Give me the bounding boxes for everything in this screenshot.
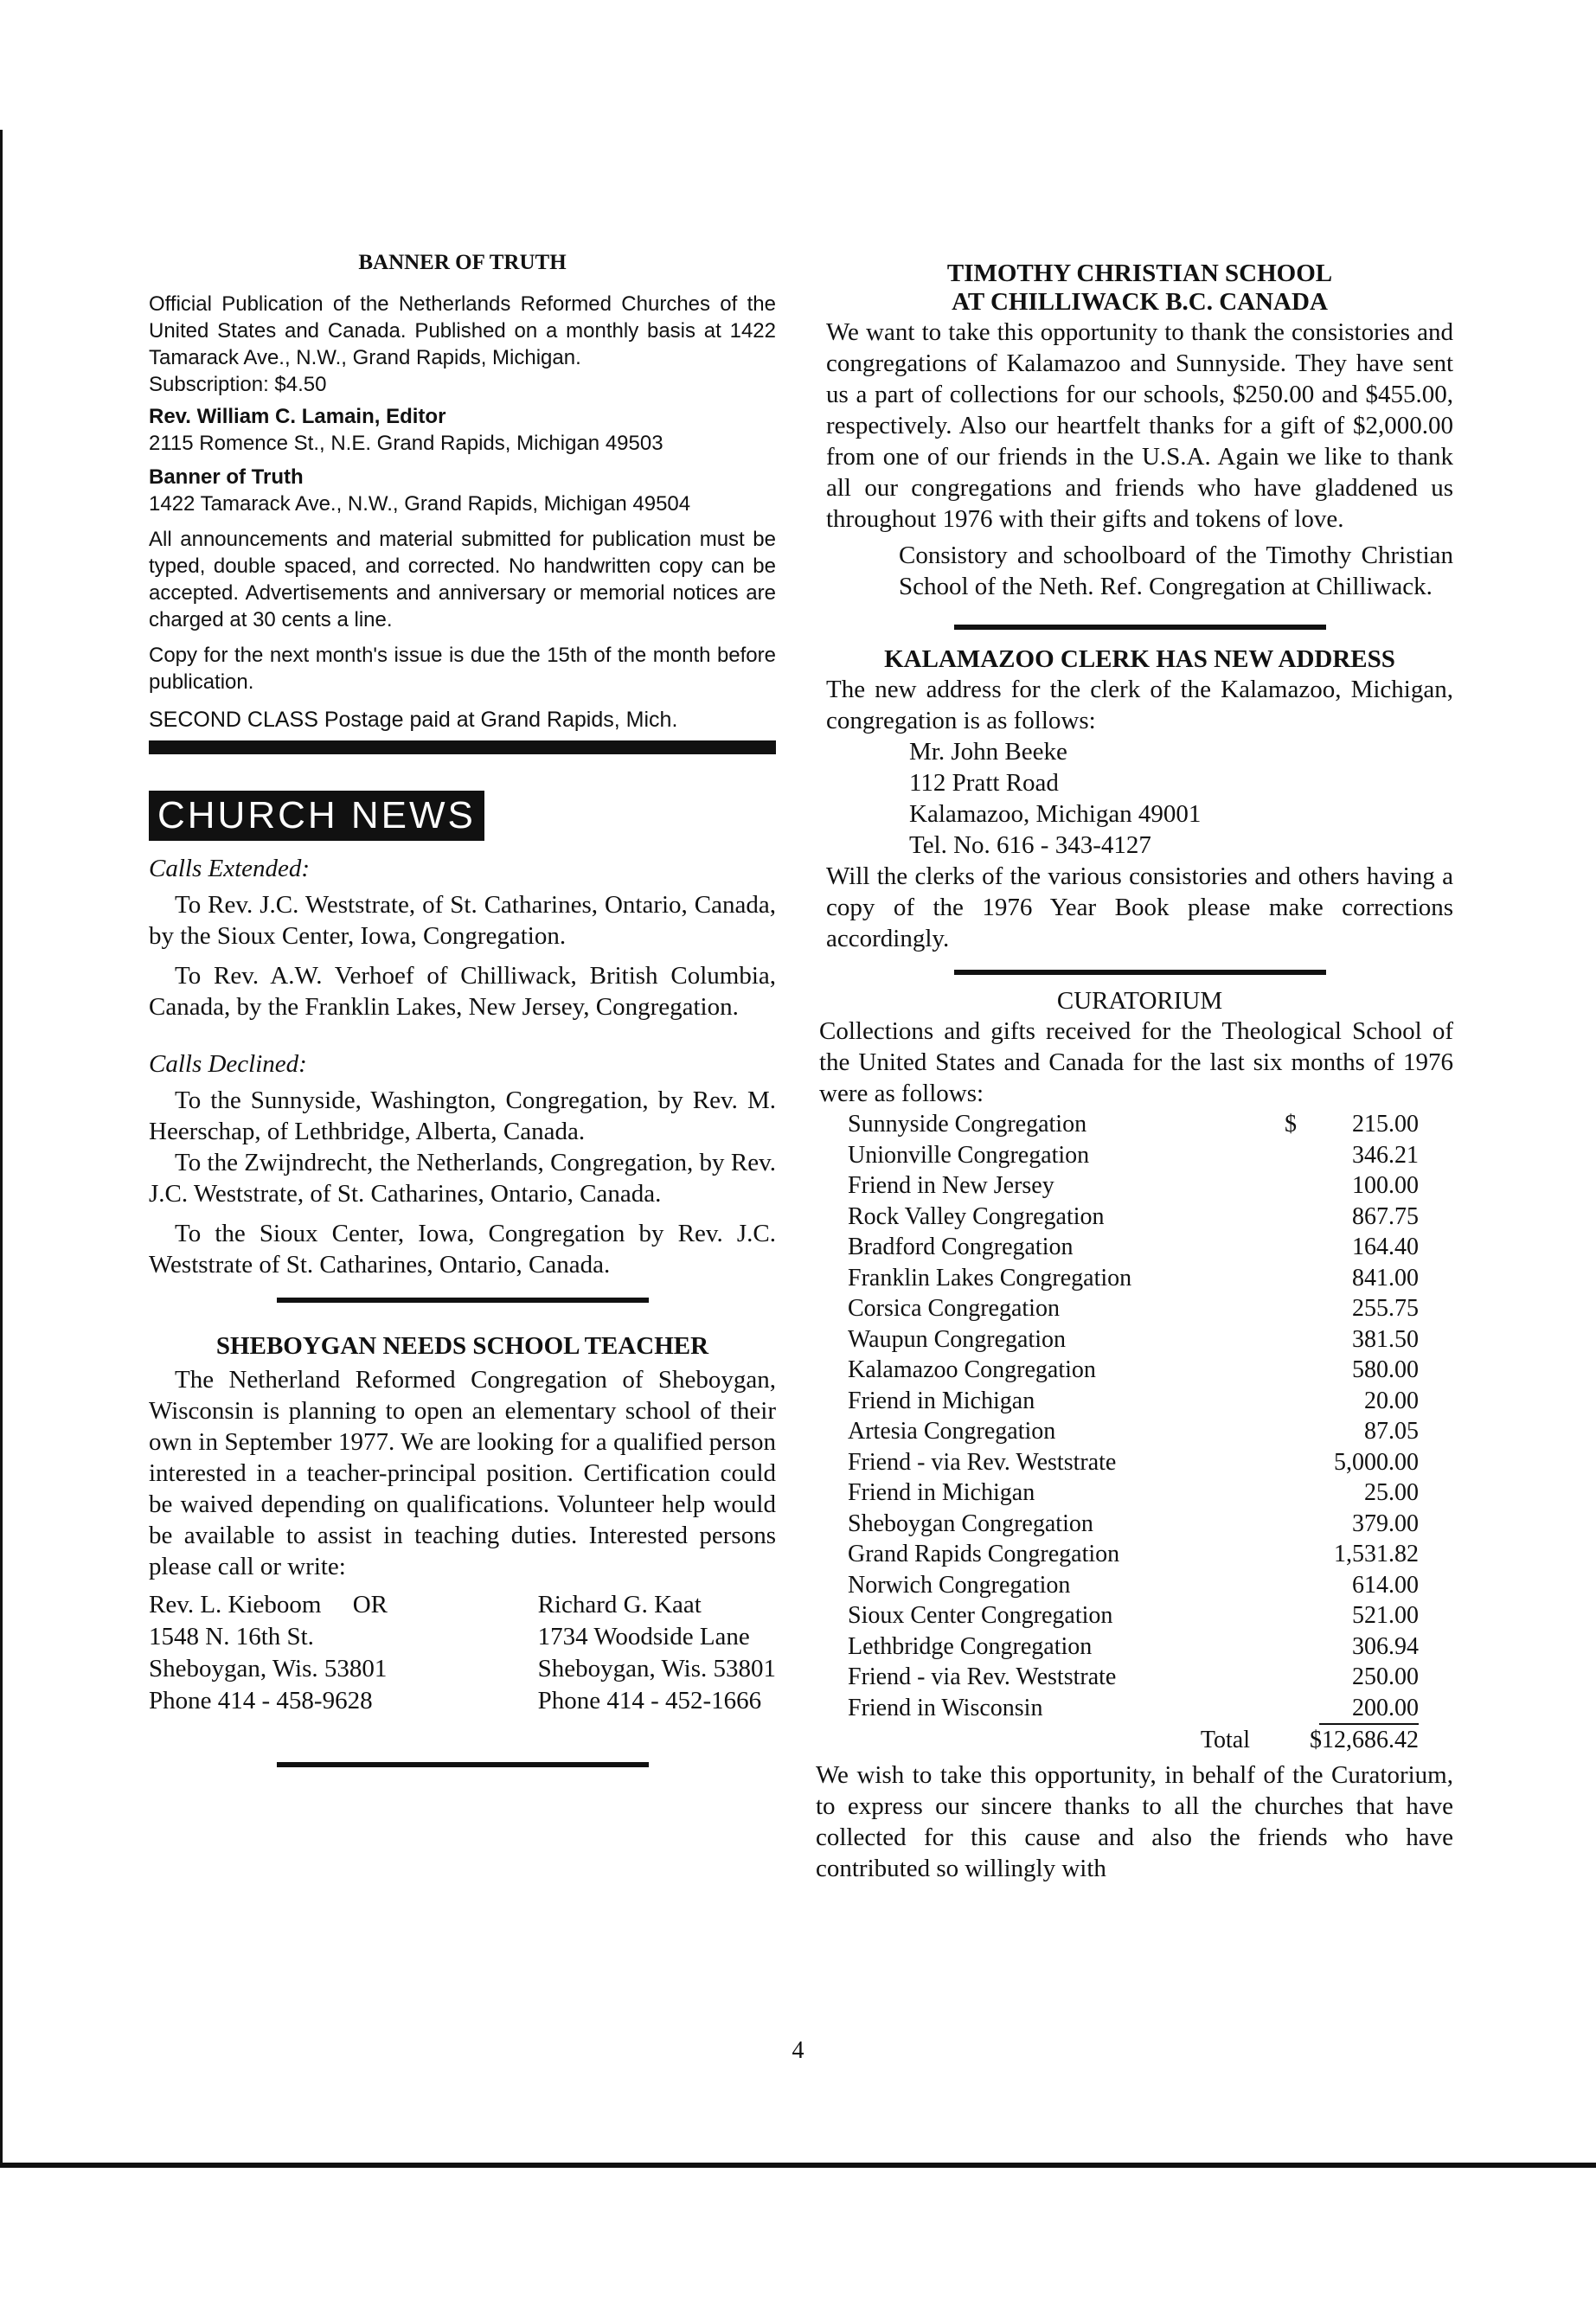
submission-note: All announcements and material submitted for publication must be typed, double spaced, and corrected. No handwritten copy can be accepted. Advertisements and anniversary or memorial notices are charged at 30 cents a line. [149, 528, 776, 631]
table-row [848, 1170, 1419, 1202]
table-row [848, 1693, 1419, 1725]
contributor-name: Friend - via Rev. Weststrate [848, 1663, 1117, 1690]
timothy-body: We want to take this opportunity to thank the consistories and congregations of Kalamazoo and Sunnyside. They have sent us a part of collections for our schools, $250.00 and $455.00, respectively. Also our heartfelt thanks for a gift of $2,000.00 from one of our friends in the U.S.A. Again we like to thank all our congregations and friends who have gladdened us throughout 1976 with their gifts and tokens of love. [826, 318, 1453, 533]
call-declined-item: To the Zwijndrecht, the Netherlands, Congregation, by Rev. J.C. Weststrate, of St. Catharines, Ontario, Canada. [149, 1149, 776, 1208]
table-row [848, 1662, 1419, 1693]
table-row [848, 1600, 1419, 1631]
contributor-name: Norwich Congregation [848, 1571, 1071, 1599]
contact-phone: Phone 414 - 452-1666 [537, 1687, 762, 1715]
contributor-name: Waupun Congregation [848, 1325, 1067, 1353]
contributor-name: Grand Rapids Congregation [848, 1541, 1120, 1567]
church-news-banner: CHURCH NEWS [149, 791, 484, 841]
contribution-amount: 200.00 [1319, 1693, 1419, 1725]
masthead-title: BANNER OF TRUTH [358, 251, 567, 274]
contributor-name: Lethbridge Congregation [848, 1632, 1093, 1660]
timothy-signature: Consistory and schoolboard of the Timothy Christian School of the Neth. Ref. Congregation at Chilliwack. [899, 542, 1453, 600]
currency-cell [1285, 1355, 1319, 1386]
kalamazoo-heading: KALAMAZOO CLERK HAS NEW ADDRESS [884, 645, 1395, 673]
kalamazoo-outro: Will the clerks of the various consistories and others having a copy of the 1976 Year Book please make corrections accordingly. [826, 862, 1453, 952]
contributor-name: Artesia Congregation [848, 1418, 1056, 1445]
editor-address: 2115 Romence St., N.E. Grand Rapids, Michigan 49503 [149, 432, 663, 455]
table-row [848, 1447, 1419, 1478]
currency-cell [1285, 1140, 1319, 1171]
address-line: Tel. No. 616 - 343-4127 [909, 831, 1151, 859]
contact-name: Rev. L. Kieboom [149, 1591, 322, 1618]
deadline-note: Copy for the next month's issue is due the 15th of the month before publication. [149, 644, 776, 694]
table-row [848, 1416, 1419, 1447]
currency-cell [1285, 1539, 1319, 1570]
table-row [848, 1539, 1419, 1570]
sheboygan-contacts [149, 1589, 776, 1717]
currency-cell [1285, 1509, 1319, 1540]
postage-note: SECOND CLASS Postage paid at Grand Rapids, Mich. [149, 708, 678, 732]
currency-cell [1285, 1170, 1319, 1202]
contact-kieboom [149, 1589, 388, 1717]
address-line: Kalamazoo, Michigan 49001 [909, 800, 1202, 828]
page-bottom-margin [0, 2168, 1596, 2301]
divider [954, 970, 1326, 975]
contribution-amount: 841.00 [1352, 1264, 1419, 1292]
contribution-amount: 100.00 [1352, 1172, 1419, 1199]
curatorium-heading: CURATORIUM [1056, 987, 1223, 1015]
contribution-amount: 1,531.82 [1334, 1541, 1419, 1567]
contact-street: 1734 Woodside Lane [537, 1623, 750, 1650]
table-row [848, 1477, 1419, 1509]
total-amount: $12,686.42 [1310, 1727, 1419, 1753]
contribution-amount: 20.00 [1364, 1387, 1419, 1414]
contact-city: Sheboygan, Wis. 53801 [149, 1655, 388, 1682]
office-address: 1422 Tamarack Ave., N.W., Grand Rapids, Michigan 49504 [149, 492, 691, 516]
table-row [848, 1263, 1419, 1294]
calls-extended-heading: Calls Extended: [149, 855, 311, 882]
subscription: Subscription: $4.50 [149, 373, 327, 396]
table-row [848, 1570, 1419, 1601]
divider [954, 625, 1326, 630]
masthead-description: Official Publication of the Netherlands Reformed Churches of the United States and Canada. Published on a monthly basis at 1422 Tamarack Ave., N.W., Grand Rapids, Michigan. [149, 292, 776, 369]
kalamazoo-intro: The new address for the clerk of the Kalamazoo, Michigan, congregation is as follows: [826, 676, 1453, 734]
contribution-amount: 164.40 [1352, 1234, 1419, 1260]
contribution-amount: 614.00 [1352, 1571, 1419, 1599]
table-row [848, 1293, 1419, 1324]
currency-cell [1285, 1693, 1319, 1725]
contributor-name: Bradford Congregation [848, 1234, 1074, 1260]
contributor-name: Friend in Michigan [848, 1387, 1035, 1414]
total-label: Total [1200, 1726, 1250, 1753]
contribution-amount: 379.00 [1352, 1509, 1419, 1537]
currency-cell [1285, 1416, 1319, 1447]
contribution-amount: 25.00 [1364, 1479, 1419, 1506]
table-row [848, 1232, 1419, 1263]
currency-cell [1285, 1109, 1319, 1140]
right-column [816, 260, 1453, 1884]
call-declined-item: To the Sioux Center, Iowa, Congregation by Rev. J.C. Weststrate of St. Catharines, Ontario, Canada. [149, 1220, 776, 1279]
currency-cell [1285, 1662, 1319, 1693]
contribution-amount: 521.00 [1352, 1602, 1419, 1629]
timothy-heading-line1: TIMOTHY CHRISTIAN SCHOOL [946, 260, 1333, 287]
table-row [848, 1109, 1419, 1140]
address-line: 112 Pratt Road [909, 769, 1059, 797]
currency-cell [1285, 1631, 1319, 1663]
currency-cell [1285, 1232, 1319, 1263]
scan-edge [0, 130, 3, 2163]
contribution-amount: 5,000.00 [1334, 1448, 1419, 1476]
currency-cell [1285, 1447, 1319, 1478]
page-number: 4 [792, 2037, 804, 2064]
contribution-amount: 346.21 [1352, 1141, 1419, 1169]
divider [277, 1762, 649, 1767]
church-news-banner-wrap [149, 791, 776, 841]
contribution-amount: 215.00 [1352, 1111, 1419, 1138]
timothy-heading [826, 260, 1453, 317]
contributor-name: Rock Valley Congregation [848, 1202, 1105, 1230]
table-row [848, 1324, 1419, 1356]
timothy-heading-line2: AT CHILLIWACK B.C. CANADA [952, 288, 1328, 316]
contributor-name: Franklin Lakes Congregation [848, 1264, 1132, 1292]
currency-cell [1285, 1477, 1319, 1509]
currency-cell [1285, 1600, 1319, 1631]
contribution-amount: 87.05 [1364, 1418, 1419, 1445]
currency-cell [1285, 1324, 1319, 1356]
or-label: OR [352, 1591, 388, 1618]
contributor-name: Friend in Wisconsin [848, 1695, 1043, 1721]
contribution-amount: 250.00 [1352, 1663, 1419, 1690]
total-row [848, 1724, 1419, 1756]
editor-name: Rev. William C. Lamain, Editor [149, 405, 446, 428]
sheboygan-heading: SHEBOYGAN NEEDS SCHOOL TEACHER [215, 1332, 709, 1360]
left-column [149, 251, 776, 1767]
contributor-name: Unionville Congregation [848, 1141, 1090, 1169]
call-extended-item: To Rev. A.W. Verhoef of Chilliwack, British Columbia, Canada, by the Franklin Lakes, New Jersey, Congregation. [149, 962, 776, 1021]
contributor-name: Sioux Center Congregation [848, 1602, 1113, 1629]
contributor-name: Corsica Congregation [848, 1295, 1060, 1322]
table-row [848, 1509, 1419, 1540]
contributor-name: Friend - via Rev. Weststrate [848, 1448, 1117, 1476]
contributor-name: Sheboygan Congregation [848, 1509, 1093, 1537]
calls-declined-heading: Calls Declined: [149, 1050, 307, 1078]
address-line: Mr. John Beeke [909, 738, 1067, 766]
contributions-table [848, 1109, 1419, 1756]
table-row [848, 1386, 1419, 1417]
table-row [848, 1202, 1419, 1233]
contact-phone: Phone 414 - 458-9628 [149, 1687, 373, 1715]
currency-cell [1285, 1202, 1319, 1233]
table-row [848, 1140, 1419, 1171]
contact-city: Sheboygan, Wis. 53801 [537, 1655, 776, 1682]
contact-kaat [538, 1589, 776, 1717]
contributor-name: Sunnyside Congregation [848, 1111, 1087, 1138]
contact-street: 1548 N. 16th St. [149, 1623, 314, 1650]
contribution-amount: 580.00 [1352, 1356, 1419, 1383]
currency-cell [1285, 1293, 1319, 1324]
divider [277, 1298, 649, 1303]
currency-cell [1285, 1570, 1319, 1601]
table-row [848, 1631, 1419, 1663]
office-name: Banner of Truth [149, 465, 304, 489]
currency-cell [1285, 1263, 1319, 1294]
contact-name: Richard G. Kaat [537, 1591, 702, 1618]
contribution-amount: 306.94 [1352, 1632, 1419, 1660]
call-declined-item: To the Sunnyside, Washington, Congregation, by Rev. M. Heerschap, of Lethbridge, Alberta, Canada. [149, 1086, 776, 1145]
contributor-name: Friend in New Jersey [848, 1172, 1054, 1199]
table-row [848, 1355, 1419, 1386]
contribution-amount: 381.50 [1352, 1325, 1419, 1353]
sheboygan-body: The Netherland Reformed Congregation of Sheboygan, Wisconsin is planning to open an elementary school of their own in September 1977. We are looking for a qualified person interested in a teacher-principal position. Certification could be waived depending on qualifications. Volunteer help would be available to assist in teaching duties. Interested persons please call or write: [149, 1366, 776, 1580]
currency-cell [1285, 1386, 1319, 1417]
contributor-name: Kalamazoo Congregation [848, 1356, 1096, 1383]
currency-symbol: $ [1285, 1111, 1297, 1138]
contribution-amount: 255.75 [1352, 1295, 1419, 1322]
contributor-name: Friend in Michigan [848, 1479, 1035, 1506]
kalamazoo-address [909, 736, 1453, 861]
page-top-margin [0, 0, 1596, 128]
divider [149, 740, 776, 754]
contribution-amount: 867.75 [1352, 1202, 1419, 1230]
curatorium-closing: We wish to take this opportunity, in behalf of the Curatorium, to express our sincere thanks to all the churches that have collected for this cause and also the friends who have contributed so willingly with [816, 1760, 1453, 1882]
curatorium-intro: Collections and gifts received for the Theological School of the United States and Canada for the last six months of 1976 were as follows: [819, 1017, 1453, 1107]
call-extended-item: To Rev. J.C. Weststrate, of St. Catharines, Ontario, Canada, by the Sioux Center, Iowa, Congregation. [149, 891, 776, 950]
